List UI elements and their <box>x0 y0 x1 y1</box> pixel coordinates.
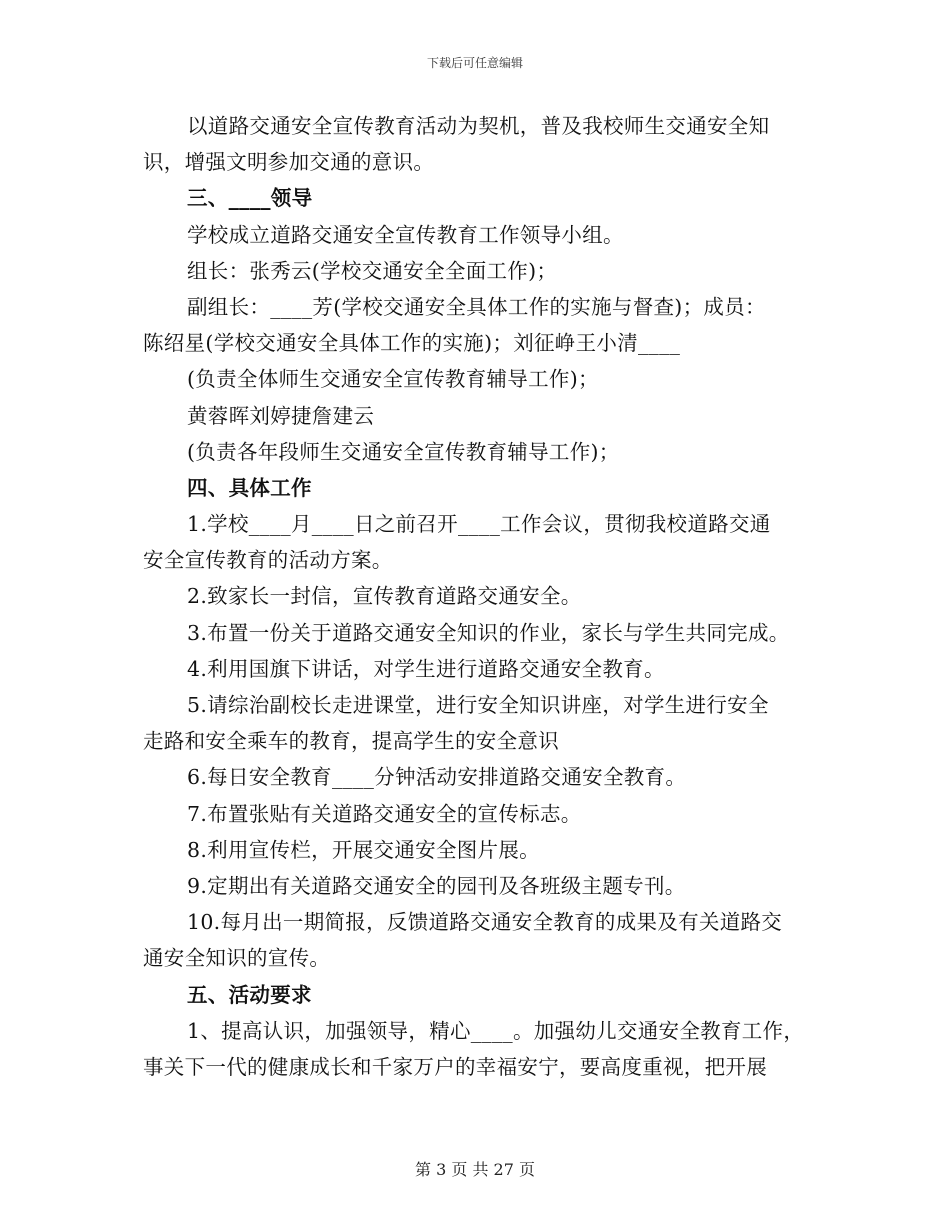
text-line: 4.利用国旗下讲话，对学生进行道路交通安全教育。 <box>187 656 665 681</box>
text-line: (负责全体师生交通安全宣传教育辅导工作)； <box>187 367 599 392</box>
text-line: 1.学校____月____日之前召开____工作会议，贯彻我校道路交通 <box>187 512 771 537</box>
text-line: 6.每日安全教育____分钟活动安排道路交通安全教育。 <box>187 765 687 790</box>
text-line: 7.布置张贴有关道路交通安全的宣传标志。 <box>187 801 582 826</box>
page-header: 下载后可任意编辑 <box>426 56 523 70</box>
text-line: 2.致家长一封信，宣传教育道路交通安全。 <box>187 584 582 609</box>
text-line: 识，增强文明参加交通的意识。 <box>143 150 435 175</box>
text-line: 副组长：____芳(学校交通安全具体工作的实施与督查)；成员： <box>187 294 766 319</box>
text-line: 3.布置一份关于道路交通安全知识的作业，家长与学生共同完成。 <box>187 620 790 645</box>
text-line: 9.定期出有关道路交通安全的园刊及各班级主题专刊。 <box>187 873 686 898</box>
section-heading: 三、____领导 <box>187 186 313 211</box>
text-line: 黄蓉晖刘婷捷詹建云 <box>187 403 375 428</box>
text-line: (负责各年段师生交通安全宣传教育辅导工作)； <box>187 439 620 464</box>
page-footer: 第 3 页 共 27 页 <box>415 1160 535 1179</box>
text-line: 走路和安全乘车的教育，提高学生的安全意识 <box>143 729 559 754</box>
text-line: 10.每月出一期简报，反馈道路交通安全教育的成果及有关道路交 <box>187 910 783 935</box>
text-line: 通安全知识的宣传。 <box>143 946 331 971</box>
document-body <box>143 108 813 1085</box>
text-line: 陈绍星(学校交通安全具体工作的实施)；刘征峥王小清____ <box>143 331 681 356</box>
section-heading: 五、活动要求 <box>187 982 312 1007</box>
text-line: 组长：张秀云(学校交通安全全面工作)； <box>187 258 558 283</box>
text-line: 学校成立道路交通安全宣传教育工作领导小组。 <box>187 222 624 247</box>
text-line: 以道路交通安全宣传教育活动为契机，普及我校师生交通安全知 <box>187 114 770 138</box>
text-line: 事关下一代的健康成长和千家万户的幸福安宁，要高度重视，把开展 <box>143 1054 767 1079</box>
text-line: 安全宣传教育的活动方案。 <box>143 548 393 573</box>
text-line: 1、提高认识，加强领导，精心____。加强幼儿交通安全教育工作， <box>187 1018 805 1043</box>
section-heading: 四、具体工作 <box>187 475 312 500</box>
text-line: 8.利用宣传栏，开展交通安全图片展。 <box>187 837 540 862</box>
text-line: 5.请综治副校长走进课堂，进行安全知识讲座，对学生进行安全 <box>187 693 769 717</box>
